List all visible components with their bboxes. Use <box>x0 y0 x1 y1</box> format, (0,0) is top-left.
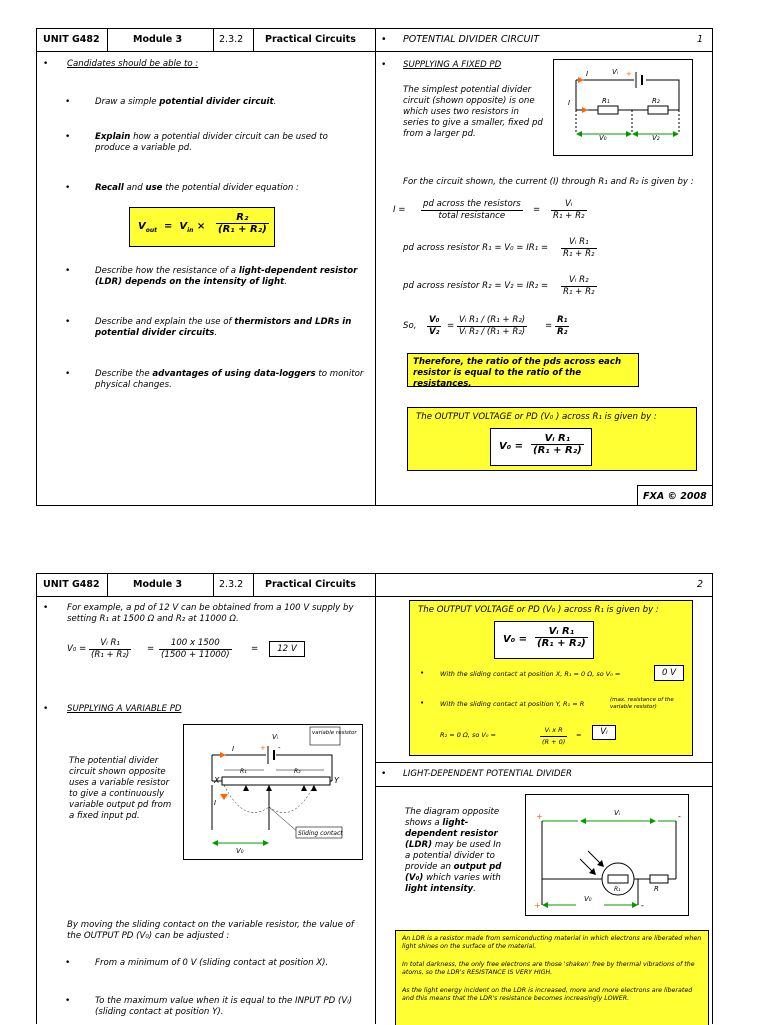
label-v0-2: V₀ <box>236 847 244 855</box>
fixed-pd-heading: SUPPLYING A FIXED PD <box>403 60 502 70</box>
module-label-2: Module 3 <box>133 579 183 590</box>
ldr-divider-diagram <box>526 795 690 917</box>
label-v0-3: V₀ <box>584 895 592 903</box>
ldr-heading: LIGHT-DEPENDENT POTENTIAL DIVIDER <box>403 769 572 779</box>
label-vi-2: Vᵢ <box>272 733 279 741</box>
pos-x-value: 0 V <box>654 665 684 681</box>
label-variable-resistor: variable resistor <box>312 730 357 736</box>
unit-label: UNIT G482 <box>43 34 100 45</box>
objective-5: Describe and explain the use of thermistors and LDRs in potential divider circuits. <box>95 317 352 338</box>
equation-current: I = pd across the resistors total resistance = $\frac{\text{Vᵢ}}{\text{R₁ + R₂}}$ <box>393 199 585 221</box>
label-r1-2: R₁ <box>240 768 247 775</box>
label-i-bottom-2: I <box>214 799 217 807</box>
example-result: 12 V <box>269 641 305 657</box>
label-r1: R₁ <box>602 97 610 105</box>
max-line: To the maximum value when it is equal to the INPUT PD (Vᵢ) (sliding contact at position Y). <box>95 996 353 1017</box>
section-label-2: 2.3.2 <box>219 579 244 590</box>
pos-y-line: With the sliding contact at position Y, R₁ = R <box>440 700 585 708</box>
ldr-info-2: In total darkness, the only free electrons are those 'shaken' free by thermal vibrations of the atoms, so the LDR's RESISTANCE IS VERY HIGH. <box>402 961 695 976</box>
output-line: The OUTPUT VOLTAGE or PD (V₀ ) across R₁ is given by : <box>416 412 657 422</box>
variable-output-box: The OUTPUT VOLTAGE or PD (V₀ ) across R₁ is given by : V₀ = $\frac{\text{Vᵢ R₁}}{\text{(R₁ + R₂)}}$ • With the sliding contact at position X, R₁ = 0 Ω, so V₀ = 0 V • With the sliding contact at position Y, R₁ = R (max. resistance of the variable resistor) R₂ = 0 Ω, so V₀ = $\frac{\text{Vᵢ x R}}{(R + 0)}$ = Vᵢ <box>409 600 693 756</box>
ldr-info-3: As the light energy incident on the LDR is increased, more and more electrons are liberated and this means that the LDR's resistance becomes increasingly LOWER. <box>402 987 693 1002</box>
objective-6: Describe the advantages of using data-loggers to monitor physical changes. <box>95 369 364 390</box>
output-equation: V₀ = $\frac{\text{Vᵢ R₁}}{\text{(R₁ + R₂)}}$ <box>490 428 592 466</box>
example-text: For example, a pd of 12 V can be obtained from a 100 V supply by setting R₁ at 1500 Ω and R₂ at 11000 Ω. <box>67 603 354 624</box>
r2-value: Vᵢ <box>592 725 616 740</box>
variable-pd-circuit <box>183 724 363 860</box>
ldr-circuit <box>525 794 689 916</box>
variable-text: The potential divider circuit shown opposite uses a variable resistor to give a continuously variable output pd from a fixed input pd. <box>69 756 172 821</box>
fixed-pd-circuit <box>553 59 693 156</box>
svg-text:+: + <box>260 744 266 752</box>
topic-label: Practical Circuits <box>265 34 356 45</box>
label-y: Y <box>334 776 339 785</box>
objective-2: Explain how a potential divider circuit can be used to produce a variable pd. <box>95 132 328 153</box>
equation-pd-r1: pd across resistor R₁ = V₀ = IR₁ = $\frac{\text{Vᵢ R₁}}{\text{R₁ + R₂}}$ <box>403 237 595 259</box>
r2-line: R₂ = 0 Ω, so V₀ = $\frac{\text{Vᵢ x R}}{(R + 0)}$ = <box>440 726 582 746</box>
label-vi-3: Vᵢ <box>614 809 621 817</box>
page-number: 1 <box>697 34 704 45</box>
header-row-2 <box>37 574 712 597</box>
right-title: POTENTIAL DIVIDER CIRCUIT <box>403 34 540 45</box>
label-minus-bottom: - <box>641 901 644 910</box>
variable-heading: SUPPLYING A VARIABLE PD <box>67 704 182 714</box>
label-i-top: I <box>586 70 589 78</box>
variable-divider-diagram <box>184 725 364 861</box>
label-i-bottom: I <box>568 99 571 107</box>
fixed-pd-text: The simplest potential divider circuit (shown opposite) is one which uses two resistors in series to give a smaller, fixed pd from a larger pd. <box>403 85 543 139</box>
min-line: From a minimum of 0 V (sliding contact at position X). <box>95 958 329 968</box>
label-x: X <box>214 776 220 785</box>
out-line-2: The OUTPUT VOLTAGE or PD (V₀ ) across R₁ is given by : <box>418 605 659 615</box>
label-plus-top: + <box>536 812 543 821</box>
label-plus-bottom: + <box>534 901 541 910</box>
objective-3: Recall and use the potential divider equation : <box>95 183 299 193</box>
objective-4: Describe how the resistance of a light-dependent resistor (LDR) depends on the intensity of light. <box>95 266 358 287</box>
example-equation: V₀ = $\frac{\text{Vᵢ R₁}}{\text{(R₁ + R₂)}}$ = $\frac{100 x 1500}{(1500 + 11000)}$ = <box>67 638 259 660</box>
objective-1: Draw a simple potential divider circuit. <box>95 97 277 107</box>
output-equation-2: V₀ = $\frac{\text{Vᵢ R₁}}{\text{(R₁ + R₂)}}$ <box>494 621 594 659</box>
label-r2: R₂ <box>652 97 660 105</box>
label-v0: V₀ <box>599 134 607 142</box>
svg-text:+: + <box>626 70 632 78</box>
ldr-text: The diagram opposite shows a light-dependent resistor (LDR) may be used In a potential divider to provide an output pd (V₀) which varies with light intensity. <box>405 807 502 894</box>
equation-pd-r2: pd across resistor R₂ = V₂ = IR₂ = $\frac{\text{Vᵢ R₂}}{\text{R₁ + R₂}}$ <box>403 275 595 297</box>
label-r2-2: R₂ <box>294 768 301 775</box>
section-label: 2.3.2 <box>219 34 244 45</box>
label-vi: Vᵢ <box>612 68 619 76</box>
module-label: Module 3 <box>133 34 183 45</box>
pos-x-line: With the sliding contact at position X, R₁ = 0 Ω, so V₀ = <box>440 670 621 678</box>
ldr-info-1: An LDR is a resistor made from semiconducting material in which electrons are liberated when light shines on the surface of the material. <box>402 935 702 950</box>
pd-equation-box: $V_{out} = V_{in}$ × $\frac{\text{R₂}}{\text{(R₁ + R₂)}}$ <box>129 207 275 247</box>
ldr-info-box <box>395 930 709 1025</box>
sliding-text: By moving the sliding contact on the variable resistor, the value of the OUTPUT PD (V₀) can be adjusted : <box>67 920 354 941</box>
candidates-heading: Candidates should be able to : <box>67 59 199 69</box>
therefore-box: Therefore, the ratio of the pds across each resistor is equal to the ratio of the resistances. <box>407 353 639 387</box>
pos-y-note: (max. resistance of the variable resistor) <box>610 697 674 710</box>
header-row: UNIT G482 Module 3 2.3.2 Practical Circuits • POTENTIAL DIVIDER CIRCUIT 1 <box>37 29 712 52</box>
label-v2: V₂ <box>652 134 660 142</box>
current-line: For the circuit shown, the current (I) through R₁ and R₂ is given by : <box>403 177 694 187</box>
label-sliding-contact: Sliding contact <box>298 830 343 837</box>
page-number-2: 2 <box>697 579 704 590</box>
topic-label-2: Practical Circuits <box>265 579 356 590</box>
unit-label-2: UNIT G482 <box>43 579 100 590</box>
output-voltage-box <box>407 407 697 471</box>
svg-text:-: - <box>278 744 281 752</box>
footer-label: FXA © 2008 <box>643 491 707 502</box>
label-i-top-2: I <box>232 745 235 753</box>
label-minus-top: - <box>678 812 681 821</box>
equation-ratio: So, $\frac{\text{V₀}}{\text{V₂}}$ = $\frac{\text{Vᵢ R₁ / (R₁ + R₂)}}{\text{Vᵢ R₂ / (R₁ + R₂)}}$ = $\frac{\text{R₁}}{\text{R₂}}$ <box>403 315 568 337</box>
page-1: UNIT G482 Module 3 2.3.2 Practical Circuits • POTENTIAL DIVIDER CIRCUIT 1 • Candidates should be able to : • Draw a simple potential divider circuit. • Explain how a potential divider circuit can be used to produce a variable pd. • Recall and use the potential divider equation : $V_{out} = V_{in}$ × $\frac{\text{R₂}}{\text{(R₁ + R₂)}}$ • Describe how the resistance of a light-dependent resistor (LDR) depends on the intensity of light. • Describe and explain the use of thermistors and LDRs in potential divider circuits. • Describe the advantages of using data-loggers to monitor physical changes. • SUPPLYING A FIXED PD The simplest potential divider circuit (shown opposite) is one which uses two resistors in series to give a smaller, fixed pd from a larger pd. Vᵢ + I I R₁ R₂ V₀ V₂ For the circuit shown, the current (I) through R₁ and R₂ is given by : I = pd across the resistors total resistance = $\frac{\text{Vᵢ}}{\text{R₁ + R₂}}$ pd across resistor R₁ = V₀ = IR₁ = $\frac{\text{Vᵢ R₁}}{\text{R₁ + R₂}}$ pd across resistor R₂ = V₂ = IR₂ = $\frac{\text{Vᵢ R₂}}{\text{R₁ + R₂}}$ So, $\frac{\text{V₀}}{\text{V₂}}$ = $\frac{\text{Vᵢ R₁ / (R₁ + R₂)}}{\text{Vᵢ R₂ / (R₁ + R₂)}}$ = $\frac{\text{R₁}}{\text{R₂}}$ Therefore, the ratio of the pds across each resistor is equal to the ratio of the resistances. The OUTPUT VOLTAGE or PD (V₀ ) across R₁ is given by : V₀ = $\frac{\text{Vᵢ R₁}}{\text{(R₁ + R₂)}}$ FXA © 2008 <box>36 28 713 506</box>
fixed-divider-diagram <box>554 60 694 157</box>
label-r1-3: R₁ <box>614 886 621 893</box>
label-r: R <box>654 885 659 893</box>
page-2: UNIT G482 Module 3 2.3.2 Practical Circuits 2 • For example, a pd of 12 V can be obtained from a 100 V supply by setting R₁ at 1500 Ω and R₂ at 11000 Ω. V₀ = $\frac{\text{Vᵢ R₁}}{\text{(R₁ + R₂)}}$ = $\frac{100 x 1500}{(1500 + 11000)}$ = 12 V • SUPPLYING A VARIABLE PD The potential divider circuit shown opposite uses a variable resistor to give a continuously variable output pd from a fixed input pd. Vᵢ + - variable resistor I I X Y R₁ R₂ Sliding contact V₀ By moving the sliding contact on the variable resistor, the value of the OUTPUT PD (V₀) can be adjusted : • From a minimum of 0 V (sliding contact at position X). • To the maximum value when it is equal to the INPUT PD (Vᵢ) (sliding contact at position Y). The OUTPUT VOLTAGE or PD (V₀ ) across R₁ is given by : V₀ = $\frac{\text{Vᵢ R₁}}{\text{(R₁ + R₂)}}$ • With the sliding contact at position X, R₁ = 0 Ω, so V₀ = 0 V • With the sliding contact at position Y, R₁ = R (max. resistance of the variable resistor) R₂ = 0 Ω, so V₀ = $\frac{\text{Vᵢ x R}}{(R + 0)}$ = Vᵢ • LIGHT-DEPENDENT POTENTIAL DIVIDER The diagram opposite shows a light-dependent resistor (LDR) may be used In a potential divider to provide an output pd (V₀) which varies with light intensity. + - Vᵢ R₁ R + - V₀ An LDR is a resistor made from semiconducting material in which electrons are liberated when light shines on the surface of the material. In total darkness, the only free electrons are those 'shaken' free by thermal vibrations of the atoms, so the LDR's RESISTANCE IS VERY HIGH. As the light energy incident on the LDR is increased, more and more electrons are liberated and this means that the LDR's resistance becomes increasingly LOWER. <box>36 573 713 1024</box>
